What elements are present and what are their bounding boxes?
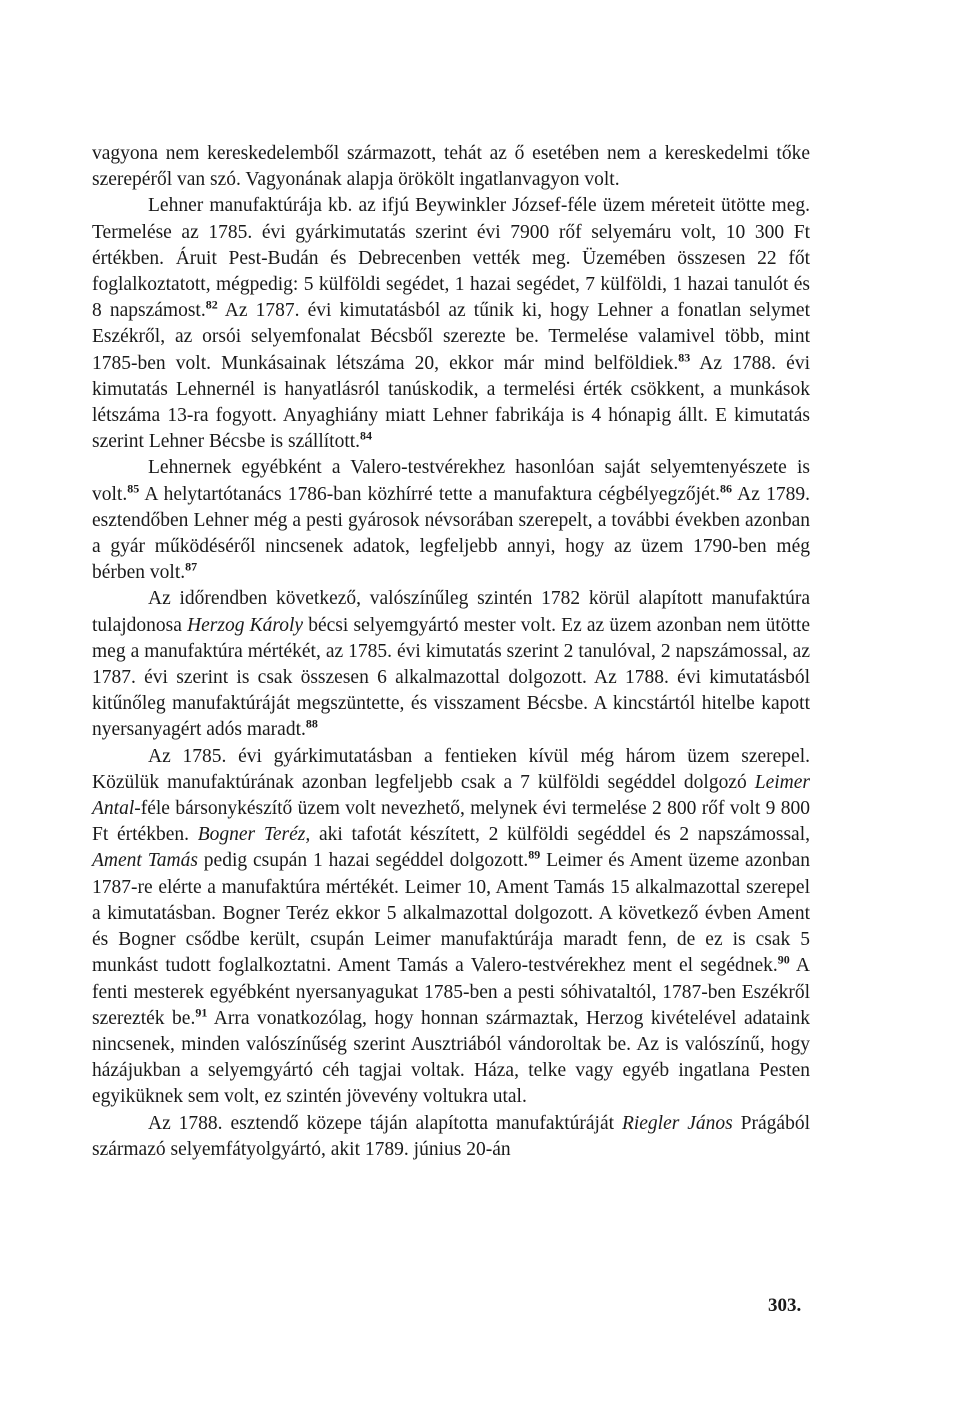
- text-run: vagyona nem kereskedelemből származott, tehát az ő esetében nem a kereskedelmi tőke szerepéről van szó. Vagyonának alapja örökölt ingatlanvagyon volt.: [92, 143, 810, 191]
- paragraph: [92, 586, 810, 743]
- text-run: Lehner manufaktúrája kb. az ifjú Beywinkler József-féle üzem méreteit ütötte meg. Termelése az 1785. évi gyárkimutatás szerint évi 7900 rőf selyemáru volt, 10 300 Ft értékben. Áruit Pest-Budán és Debrecenben vették meg. Üzemében összesen 22 főt foglalkoztatott, mégpedig: 5 külföldi segédet, 1 hazai segédet, 7 külföldi, 1 hazai tanulót és 8 napszámost.: [92, 195, 810, 322]
- paragraph: [92, 744, 810, 1111]
- page-number: 303.: [768, 1295, 802, 1316]
- footnote-marker: 86: [720, 481, 733, 496]
- text-run: Arra vonatkozólag, hogy honnan származtak, Herzog kivételével adataink nincsenek, minden valószínűség szerint Ausztriából vándoroltak be. Az is valószínű, hogy házájukban a selyemgyártó céh tagjai voltak. Háza, telke vagy egyéb ingatlana Pesten egyiküknek sem volt, ez szintén jövevény voltukra utal.: [92, 1007, 810, 1108]
- text-run: Az 1788. évi kimutatás Lehnernél is hanyatlásról tanúskodik, a termelési érték csökkent, a munkások létszáma 13-ra fogyott. Anyaghiány miatt Lehner fabrikája is 4 hónapig állt. E kimutatás szerint Lehner Bécsbe is szállított.: [92, 352, 810, 453]
- italic-name: Riegler János: [621, 1112, 733, 1134]
- text-run: A helytartótanács 1786-ban közhírré tette a manufaktura cégbélyegzőjét.: [139, 483, 721, 505]
- italic-name: Ament Tamás: [92, 850, 198, 872]
- italic-name: Herzog Károly: [187, 614, 304, 636]
- footnote-marker: 87: [185, 559, 198, 574]
- page-body: [92, 141, 810, 1163]
- footnote-marker: 88: [305, 716, 318, 731]
- text-run: Az 1787. évi kimutatásból az tűnik ki, hogy Lehner a fonatlan selymet Eszékről, az orsói selyemfonalat Bécsből szerezte be. Termelése valamivel több, mint 1785-ben volt. Munkásainak létszáma 20, ekkor már mind belföldiek.: [92, 300, 810, 374]
- paragraph: [92, 1111, 810, 1163]
- text-run: -féle bársonykészítő üzem volt nevezhető, melynek évi termelése 2 800 rőf volt 9 800 Ft értékben.: [92, 798, 810, 846]
- text-run: pedig csupán 1 hazai segéddel dolgozott.: [197, 850, 529, 872]
- italic-name: Leimer Antal: [92, 771, 810, 820]
- text-run: aki tafotát készített, 2 külföldi segéddel és 2 napszámossal,: [310, 824, 810, 846]
- text-run: Prágából származó selyemfátyolgyártó, akit 1789. június 20-án: [92, 1112, 810, 1160]
- footnote-marker: 82: [205, 297, 218, 312]
- text-run: Az 1789. esztendőben Lehner még a pesti gyárosok névsorában szerepelt, a további években azonban a gyár működéséről nincsenek adatok, legfeljebb annyi, hogy az üzem 1790-ben még bérben volt.: [92, 483, 810, 584]
- text-run: Az 1788. esztendő közepe táján alapította manufaktúráját: [148, 1112, 622, 1134]
- paragraph: [92, 455, 810, 586]
- text-run: Leimer és Ament üzeme azonban 1787-re elérte a manufaktúra mértékét. Leimer 10, Ament Tamás 15 alkalmazottal szerepel a kimutatásban. Bogner Teréz ekkor 5 alkalmazottal dolgozott. A következő évben Ament és Bogner csődbe került, csupán Leimer manufaktúrája maradt fenn, de ez is csak 5 munkást tudott foglalkoztatni. Ament Tamás a Valero-testvérekhez ment el segédnek.: [92, 850, 811, 977]
- italic-name: Bogner Teréz,: [197, 824, 311, 846]
- footnote-marker: 85: [127, 481, 140, 496]
- footnote-marker: 91: [195, 1005, 208, 1020]
- paragraph: [92, 193, 810, 455]
- footnote-marker: 89: [528, 847, 541, 862]
- text-run: bécsi selyemgyártó mester volt. Ez az üzem azonban nem ütötte meg a manufaktúra mértékét, az 1785. évi kimutatás szerint 2 tanulóval, 2 napszámossal, az 1787. évi szerint is csak összesen 6 alkalmazottal dolgozott. Az 1788. évi kimutatásból kitűnőleg manufaktúráját megszüntette, és visszament Bécsbe. A kincstártól hitelbe kapott nyersanyagért adós maradt.: [92, 614, 810, 741]
- paragraph: [92, 141, 810, 193]
- footnote-marker: 83: [678, 350, 691, 365]
- footnote-marker: 90: [777, 952, 790, 967]
- text-run: A fenti mesterek egyébként nyersanyagukat 1785-ben a pesti sóhivataltól, 1787-ben Eszékről szerezték be.: [92, 955, 810, 1029]
- text-run: Az időrendben következő, valószínűleg szintén 1782 körül alapított manufaktúra tulajdonosa: [92, 588, 810, 636]
- text-run: Lehnernek egyébként a Valero-testvérekhez hasonlóan saját selyemtenyészete is volt.: [92, 457, 810, 505]
- text-run: Az 1785. évi gyárkimutatásban a fentieken kívül még három üzem szerepel. Közülük manufaktúrának azonban legfeljebb csak a 7 külföldi segéddel dolgozó: [92, 745, 810, 793]
- footnote-marker: 84: [360, 428, 373, 443]
